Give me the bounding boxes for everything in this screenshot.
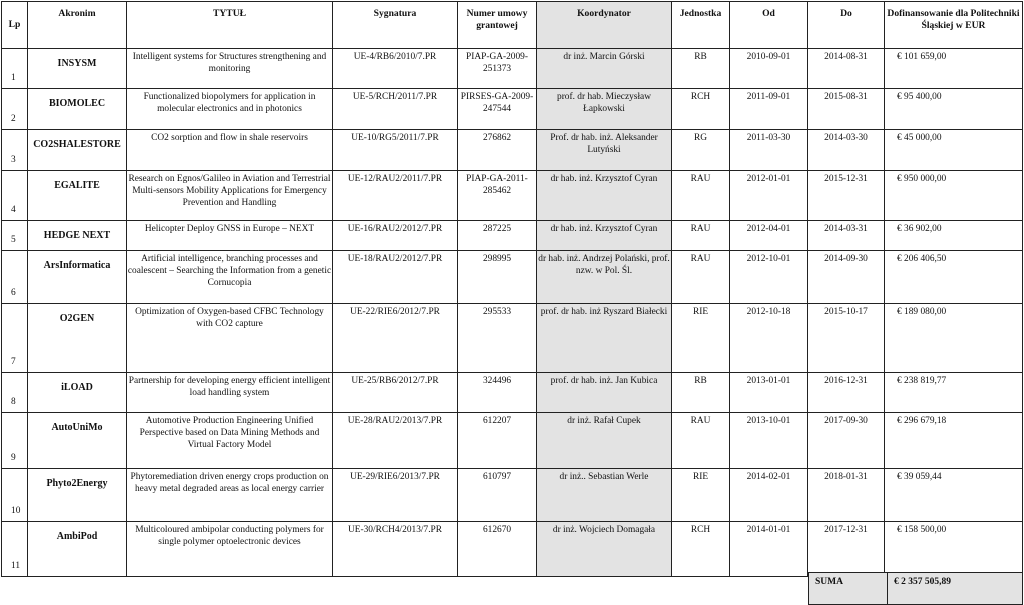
col-header-tytul: TYTUŁ	[127, 2, 333, 49]
cell-dofinansowanie: € 296 679,18	[885, 413, 1023, 469]
table-row	[2, 171, 1023, 221]
col-header-koordynator: Koordynator	[537, 2, 672, 49]
col-header-akronim: Akronim	[28, 2, 127, 49]
cell-koordynator: dr hab. inż. Krzysztof Cyran	[537, 221, 672, 251]
cell-tytul: Phytoremediation driven energy crops production on heavy metal degraded areas as local energy carrier	[127, 469, 333, 522]
cell-koordynator: Prof. dr hab. inż. Aleksander Lutyński	[537, 130, 672, 171]
cell-numer: PIAP-GA-2011-285462	[458, 171, 537, 221]
cell-jednostka: RB	[672, 373, 730, 413]
cell-numer: 612207	[458, 413, 537, 469]
header-row	[2, 2, 1023, 49]
table-row	[2, 469, 1023, 522]
cell-numer: 612670	[458, 522, 537, 577]
cell-dofinansowanie: € 238 819,77	[885, 373, 1023, 413]
cell-akronim: AutoUniMo	[28, 413, 127, 469]
summary-label: SUMA	[809, 573, 888, 605]
cell-sygnatura: UE-4/RB6/2010/7.PR	[333, 49, 458, 89]
cell-akronim: Phyto2Energy	[28, 469, 127, 522]
table-row	[2, 49, 1023, 89]
cell-jednostka: RIE	[672, 304, 730, 373]
summary-box	[808, 572, 1023, 605]
cell-tytul: CO2 sorption and flow in shale reservoirs	[127, 130, 333, 171]
cell-lp: 10	[2, 469, 28, 522]
cell-dofinansowanie: € 95 400,00	[885, 89, 1023, 130]
cell-do: 2015-08-31	[808, 89, 885, 130]
cell-lp: 9	[2, 413, 28, 469]
cell-numer: 610797	[458, 469, 537, 522]
cell-jednostka: RG	[672, 130, 730, 171]
cell-akronim: BIOMOLEC	[28, 89, 127, 130]
cell-od: 2013-01-01	[730, 373, 808, 413]
cell-tytul: Optimization of Oxygen-based CFBC Technology with CO2 capture	[127, 304, 333, 373]
col-header-do: Do	[808, 2, 885, 49]
cell-od: 2012-10-18	[730, 304, 808, 373]
cell-numer: 295533	[458, 304, 537, 373]
col-header-numer: Numer umowy grantowej	[458, 2, 537, 49]
cell-do: 2018-01-31	[808, 469, 885, 522]
cell-tytul: Intelligent systems for Structures strengthening and monitoring	[127, 49, 333, 89]
cell-do: 2014-09-30	[808, 251, 885, 304]
cell-koordynator: prof. dr hab. Mieczysław Łapkowski	[537, 89, 672, 130]
cell-sygnatura: UE-12/RAU2/2011/7.PR	[333, 171, 458, 221]
cell-koordynator: prof. dr hab. inż. Jan Kubica	[537, 373, 672, 413]
cell-dofinansowanie: € 39 059,44	[885, 469, 1023, 522]
table-row	[2, 221, 1023, 251]
table-row	[2, 373, 1023, 413]
cell-do: 2014-03-30	[808, 130, 885, 171]
cell-od: 2014-01-01	[730, 522, 808, 577]
cell-numer: 298995	[458, 251, 537, 304]
cell-jednostka: RB	[672, 49, 730, 89]
cell-tytul: Functionalized biopolymers for application in molecular electronics and in photonics	[127, 89, 333, 130]
cell-jednostka: RAU	[672, 413, 730, 469]
cell-koordynator: dr inż. Rafał Cupek	[537, 413, 672, 469]
cell-do: 2015-12-31	[808, 171, 885, 221]
cell-do: 2017-12-31	[808, 522, 885, 577]
cell-sygnatura: UE-29/RIE6/2013/7.PR	[333, 469, 458, 522]
cell-sygnatura: UE-25/RB6/2012/7.PR	[333, 373, 458, 413]
cell-do: 2017-09-30	[808, 413, 885, 469]
cell-numer: 324496	[458, 373, 537, 413]
cell-lp: 4	[2, 171, 28, 221]
cell-dofinansowanie: € 45 000,00	[885, 130, 1023, 171]
col-header-od: Od	[730, 2, 808, 49]
cell-do: 2015-10-17	[808, 304, 885, 373]
cell-akronim: ArsInformatica	[28, 251, 127, 304]
cell-tytul: Research on Egnos/Galileo in Aviation and Terrestrial Multi-sensors Mobility Applications for Emergency Prevention and Handling	[127, 171, 333, 221]
cell-dofinansowanie: € 950 000,00	[885, 171, 1023, 221]
cell-koordynator: prof. dr hab. inż Ryszard Białecki	[537, 304, 672, 373]
cell-numer: PIAP-GA-2009-251373	[458, 49, 537, 89]
cell-lp: 5	[2, 221, 28, 251]
cell-jednostka: RAU	[672, 171, 730, 221]
table-row	[2, 413, 1023, 469]
table-row	[2, 89, 1023, 130]
cell-lp: 1	[2, 49, 28, 89]
col-header-dofinansowanie: Dofinansowanie dla Politechniki Śląskiej w EUR	[885, 2, 1023, 49]
cell-od: 2013-10-01	[730, 413, 808, 469]
cell-tytul: Partnership for developing energy efficient intelligent load handling system	[127, 373, 333, 413]
cell-tytul: Multicoloured ambipolar conducting polymers for single polymer optoelectronic devices	[127, 522, 333, 577]
cell-akronim: iLOAD	[28, 373, 127, 413]
cell-akronim: INSYSM	[28, 49, 127, 89]
cell-lp: 8	[2, 373, 28, 413]
cell-jednostka: RCH	[672, 89, 730, 130]
col-header-lp: Lp	[2, 2, 28, 49]
cell-lp: 7	[2, 304, 28, 373]
cell-dofinansowanie: € 36 902,00	[885, 221, 1023, 251]
table-row	[2, 522, 1023, 577]
cell-numer: 276862	[458, 130, 537, 171]
cell-tytul: Artificial intelligence, branching processes and coalescent – Searching the Information from a genetic Cornucopia	[127, 251, 333, 304]
table-body	[2, 49, 1023, 577]
cell-koordynator: dr hab. inż. Andrzej Polański, prof. nzw. w Pol. Śl.	[537, 251, 672, 304]
cell-jednostka: RAU	[672, 221, 730, 251]
cell-do: 2014-08-31	[808, 49, 885, 89]
table-row	[2, 130, 1023, 171]
table-row	[2, 304, 1023, 373]
cell-od: 2012-10-01	[730, 251, 808, 304]
cell-koordynator: dr inż. Marcin Górski	[537, 49, 672, 89]
cell-dofinansowanie: € 101 659,00	[885, 49, 1023, 89]
col-header-jednostka: Jednostka	[672, 2, 730, 49]
table-row	[2, 251, 1023, 304]
cell-do: 2014-03-31	[808, 221, 885, 251]
cell-od: 2014-02-01	[730, 469, 808, 522]
cell-akronim: AmbiPod	[28, 522, 127, 577]
projects-table	[1, 1, 1023, 577]
cell-sygnatura: UE-16/RAU2/2012/7.PR	[333, 221, 458, 251]
cell-akronim: HEDGE NEXT	[28, 221, 127, 251]
cell-sygnatura: UE-30/RCH4/2013/7.PR	[333, 522, 458, 577]
cell-sygnatura: UE-22/RIE6/2012/7.PR	[333, 304, 458, 373]
cell-numer: 287225	[458, 221, 537, 251]
cell-od: 2012-04-01	[730, 221, 808, 251]
cell-koordynator: dr hab. inż. Krzysztof Cyran	[537, 171, 672, 221]
col-header-sygnatura: Sygnatura	[333, 2, 458, 49]
cell-sygnatura: UE-10/RG5/2011/7.PR	[333, 130, 458, 171]
cell-koordynator: dr inż. Wojciech Domagała	[537, 522, 672, 577]
cell-jednostka: RCH	[672, 522, 730, 577]
cell-dofinansowanie: € 206 406,50	[885, 251, 1023, 304]
cell-od: 2011-03-30	[730, 130, 808, 171]
cell-sygnatura: UE-28/RAU2/2013/7.PR	[333, 413, 458, 469]
cell-akronim: O2GEN	[28, 304, 127, 373]
cell-tytul: Helicopter Deploy GNSS in Europe – NEXT	[127, 221, 333, 251]
cell-lp: 11	[2, 522, 28, 577]
cell-koordynator: dr inż.. Sebastian Werle	[537, 469, 672, 522]
cell-dofinansowanie: € 158 500,00	[885, 522, 1023, 577]
cell-lp: 3	[2, 130, 28, 171]
summary-value: € 2 357 505,89	[888, 573, 1023, 605]
cell-akronim: EGALITE	[28, 171, 127, 221]
cell-dofinansowanie: € 189 080,00	[885, 304, 1023, 373]
cell-lp: 6	[2, 251, 28, 304]
cell-sygnatura: UE-5/RCH/2011/7.PR	[333, 89, 458, 130]
cell-jednostka: RAU	[672, 251, 730, 304]
cell-od: 2012-01-01	[730, 171, 808, 221]
cell-od: 2010-09-01	[730, 49, 808, 89]
cell-akronim: CO2SHALESTORE	[28, 130, 127, 171]
cell-sygnatura: UE-18/RAU2/2012/7.PR	[333, 251, 458, 304]
cell-lp: 2	[2, 89, 28, 130]
cell-jednostka: RIE	[672, 469, 730, 522]
cell-od: 2011-09-01	[730, 89, 808, 130]
cell-do: 2016-12-31	[808, 373, 885, 413]
cell-tytul: Automotive Production Engineering Unified Perspective based on Data Mining Methods and Virtual Factory Model	[127, 413, 333, 469]
cell-numer: PIRSES-GA-2009-247544	[458, 89, 537, 130]
